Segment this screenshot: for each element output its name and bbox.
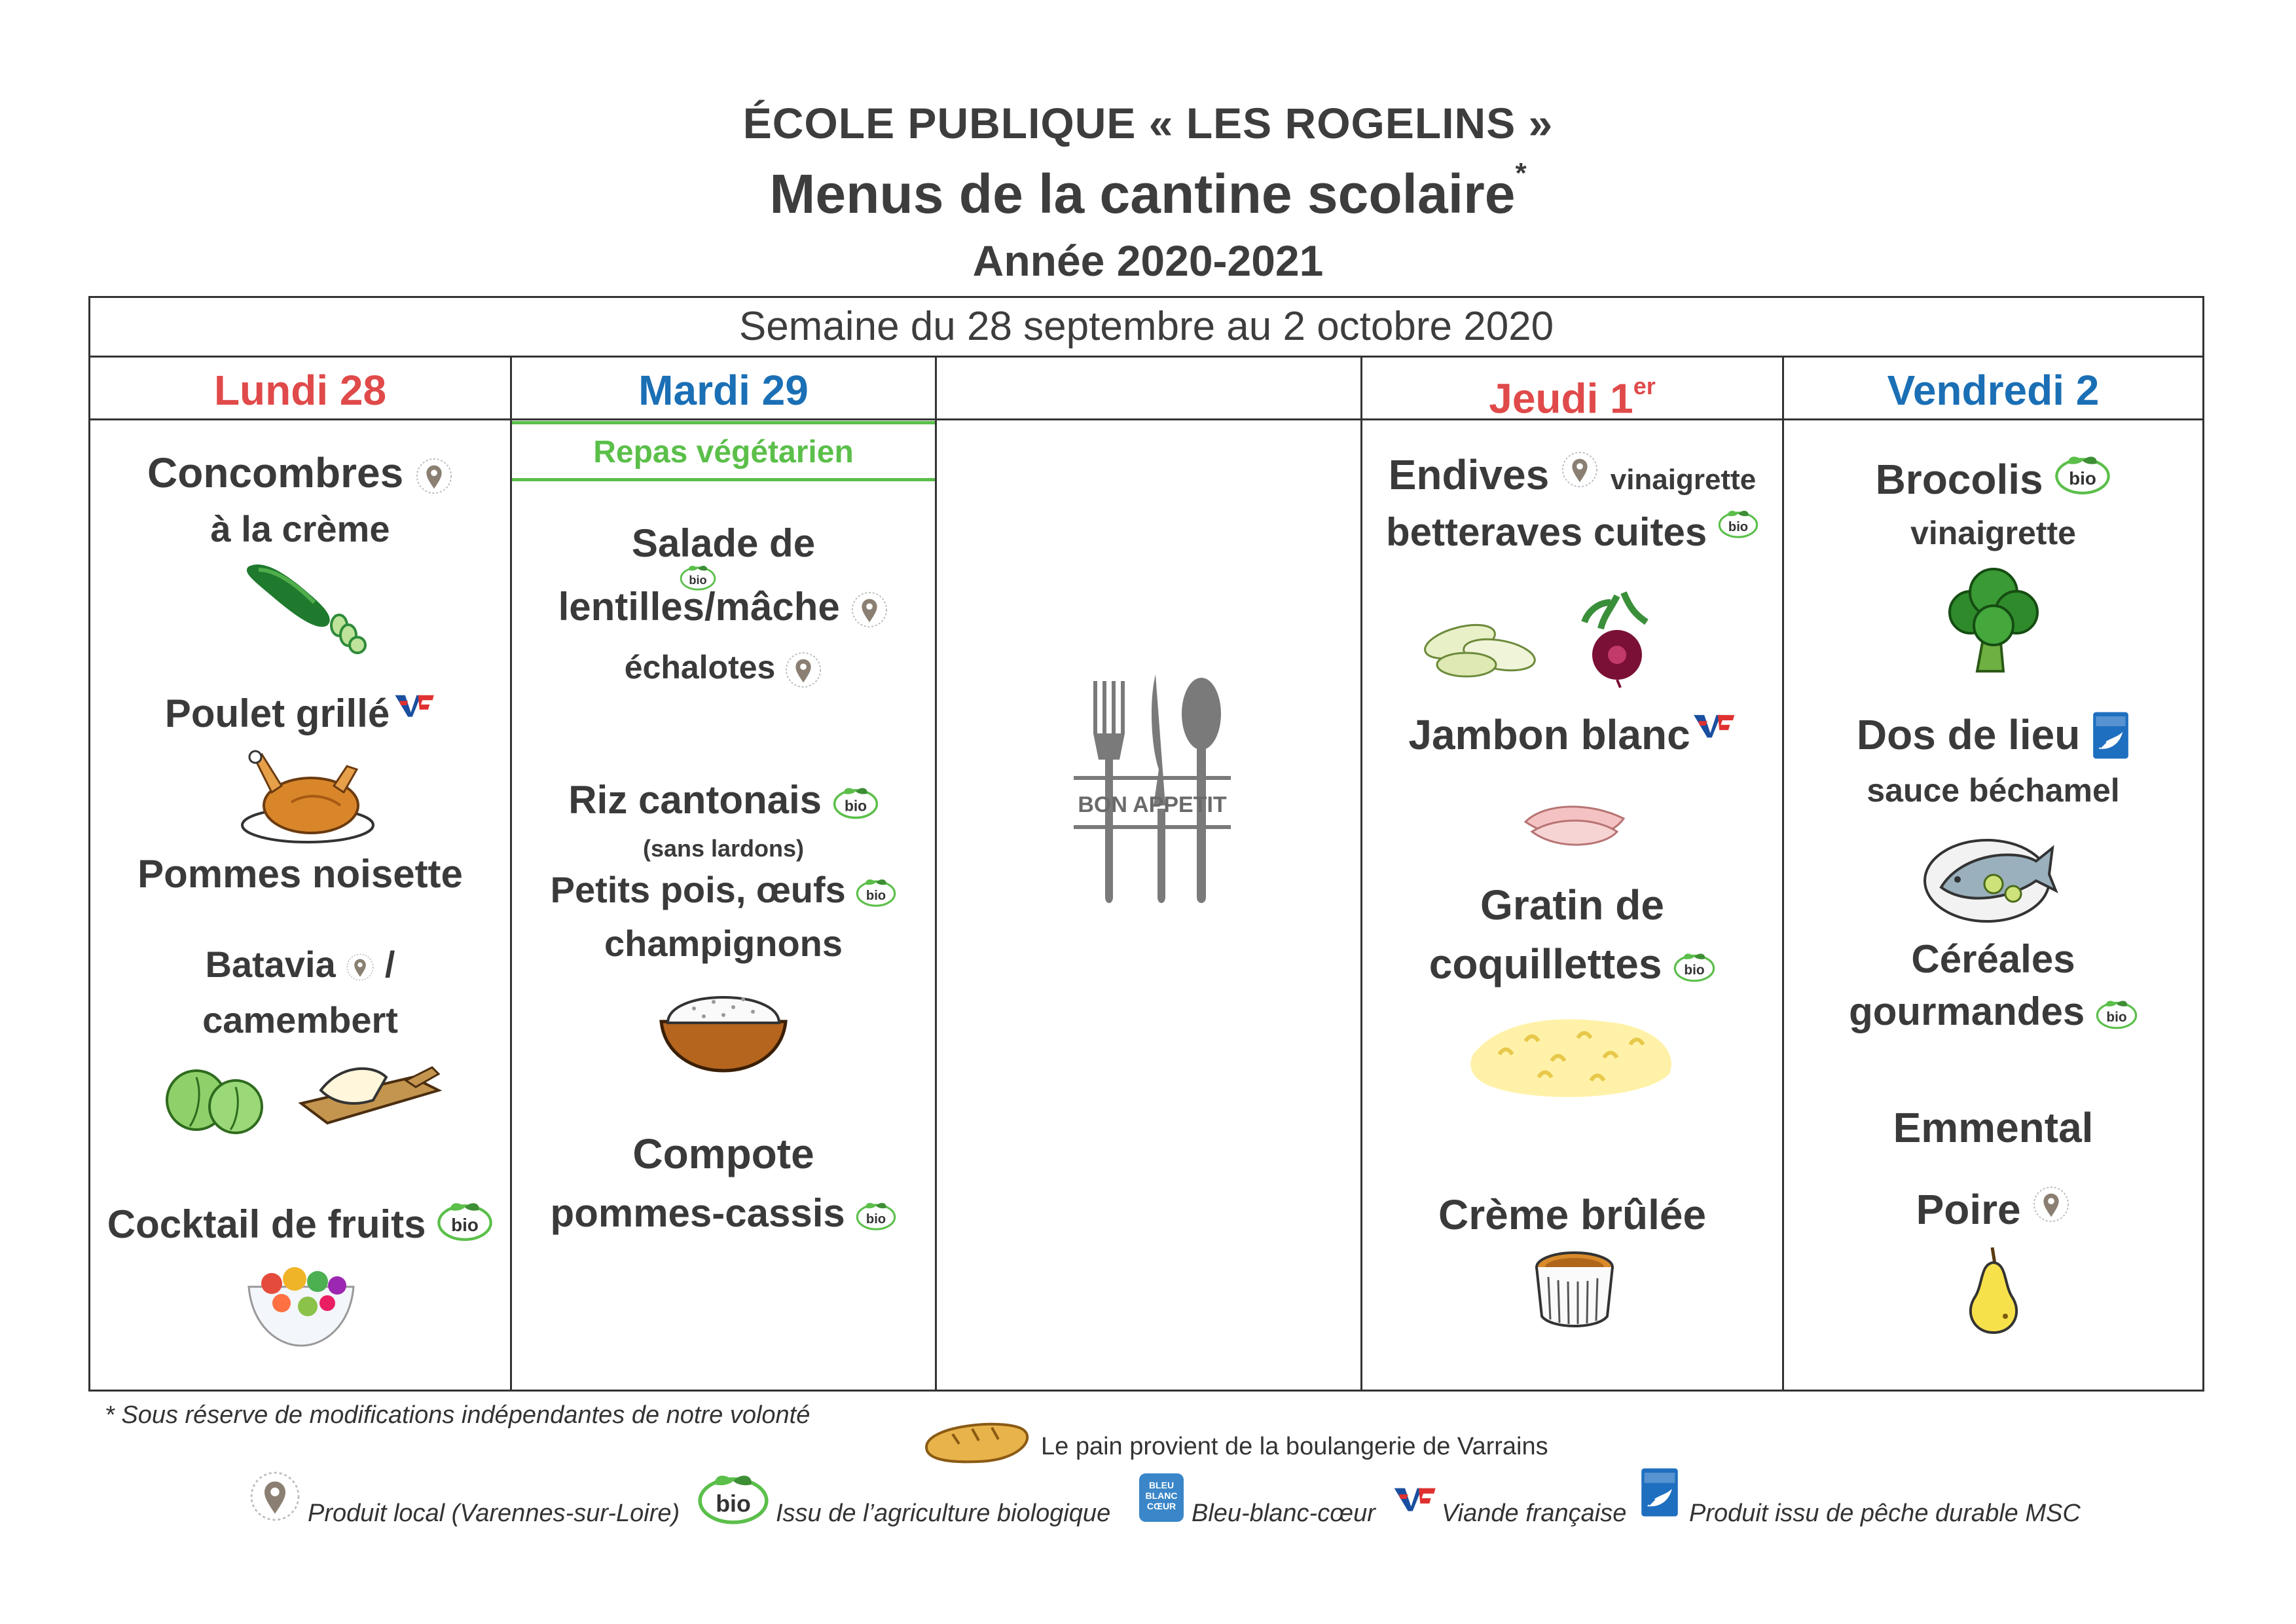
- bleu-blanc-coeur-icon-text: BLEU BLANC CŒUR: [1145, 1480, 1178, 1511]
- school-year: Année 2020-2021: [972, 236, 1324, 285]
- thursday-starter-2-label: betteraves cuites: [1386, 510, 1707, 554]
- page-title-text: Menus de la cantine scolaire: [769, 163, 1516, 225]
- tuesday-starter-3-label: échalotes: [624, 649, 776, 686]
- roast-chicken-icon: [236, 740, 380, 845]
- thursday-starter-dressing: vinaigrette: [1610, 464, 1757, 496]
- broccoli-icon: [1938, 563, 2049, 674]
- monday-salad: [90, 943, 510, 986]
- monday-starter-2: à la crème: [210, 508, 390, 549]
- tuesday-starter-2: [512, 584, 935, 629]
- french-meat-legend-icon: [1391, 1483, 1437, 1515]
- day-wednesday: [937, 358, 1360, 420]
- local-product-icon: [415, 457, 453, 495]
- thursday-side-2: [1362, 940, 1782, 988]
- fruit-salad-icon: [246, 1254, 357, 1352]
- day-monday: Lundi 28: [213, 367, 387, 414]
- msc-icon: [2092, 710, 2130, 760]
- friday-dessert: [1784, 1185, 2202, 1234]
- monday-starter-label: Concombres: [147, 449, 404, 496]
- organic-icon: [856, 1202, 896, 1230]
- tuesday-dessert: Compote: [632, 1130, 814, 1177]
- monday-salad-label: Batavia: [205, 944, 336, 985]
- friday-starter: [1784, 455, 2202, 504]
- creme-brulee-icon: [1532, 1244, 1617, 1336]
- column-divider: [1782, 358, 1784, 1392]
- organic-icon: [1718, 509, 1758, 538]
- tuesday-starter-2-label: lentilles/mâche: [558, 585, 840, 629]
- friday-main: [1784, 710, 2202, 760]
- legend-bleu-blanc-coeur: Bleu-blanc-cœur: [1192, 1500, 1376, 1527]
- week-banner: Semaine du 28 septembre au 2 octobre 2020: [88, 296, 2204, 358]
- day-friday: Vendredi 2: [1887, 367, 2100, 414]
- organic-legend-icon: [697, 1473, 769, 1524]
- local-product-icon: [1561, 451, 1599, 489]
- legend-viande-francaise: Viande française: [1442, 1500, 1627, 1527]
- thursday-main-label: Jambon blanc: [1408, 711, 1690, 758]
- monday-salad-separator: /: [384, 944, 395, 985]
- monday-dessert: [90, 1202, 510, 1247]
- friday-side-2-label: gourmandes: [1849, 989, 2085, 1033]
- tuesday-dessert-2: [512, 1190, 935, 1236]
- day-tuesday: Mardi 29: [638, 367, 809, 414]
- day-thursday: [1362, 358, 1782, 420]
- ham-icon: [1519, 789, 1630, 855]
- cucumber-icon: [242, 553, 373, 652]
- msc-legend-icon: [1640, 1467, 1679, 1518]
- monday-cheese: camembert: [202, 999, 398, 1041]
- tuesday-main-label: Riz cantonais: [568, 778, 822, 822]
- friday-main-2: sauce béchamel: [1867, 772, 2120, 809]
- disclaimer: * Sous réserve de modifications indépendantes de notre volonté: [105, 1401, 811, 1429]
- day-thursday-ordinal: er: [1633, 373, 1656, 399]
- bon-appetit-text: BON APPETIT: [1078, 792, 1227, 817]
- local-product-icon: [850, 591, 888, 629]
- friday-cheese: Emmental: [1893, 1104, 2094, 1151]
- thursday-dessert: Crème brûlée: [1438, 1191, 1707, 1238]
- tuesday-main: [512, 777, 935, 822]
- pear-icon: [1961, 1244, 2026, 1336]
- friday-dessert-label: Poire: [1916, 1186, 2021, 1233]
- vegetarian-banner-line-top: [512, 421, 935, 424]
- bread-note: Le pain provient de la boulangerie de Varrains: [1041, 1433, 1548, 1460]
- school-name: ÉCOLE PUBLIQUE « LES ROGELINS »: [742, 99, 1554, 147]
- legend-local: Produit local (Varennes-sur-Loire): [308, 1500, 680, 1527]
- page-title: [0, 157, 2296, 226]
- tuesday-main-3: champignons: [604, 923, 843, 964]
- legend-bio: Issu de l’agriculture biologique: [776, 1500, 1111, 1527]
- french-meat-icon: [1690, 710, 1736, 741]
- thursday-starter-2: [1362, 509, 1782, 555]
- thursday-side: Gratin de: [1480, 881, 1664, 929]
- local-product-icon: [784, 651, 822, 689]
- monday-side: Pommes noisette: [137, 852, 463, 896]
- tuesday-starter-3: [512, 648, 935, 689]
- pasta-icon: [1460, 1002, 1689, 1107]
- fish-plate-icon: [1922, 822, 2059, 927]
- lettuce-camembert-icon: [157, 1051, 445, 1136]
- thursday-main: [1362, 710, 1782, 759]
- friday-starter-2: vinaigrette: [1910, 515, 2076, 551]
- local-product-icon: [346, 953, 374, 982]
- title-footnote-mark: *: [1515, 157, 1527, 189]
- organic-icon: [856, 878, 896, 907]
- monday-main: [90, 691, 510, 736]
- vegetarian-banner-line-bottom: [512, 478, 935, 481]
- thursday-side-2-label: coquillettes: [1429, 940, 1662, 987]
- thursday-starter-label: Endives: [1388, 451, 1550, 498]
- tuesday-starter: Salade de: [631, 521, 816, 565]
- friday-side-2: [1784, 989, 2202, 1034]
- french-meat-icon: [392, 691, 435, 720]
- organic-icon: [2096, 999, 2138, 1029]
- organic-icon: [437, 1202, 493, 1241]
- endive-beetroot-icon: [1421, 583, 1696, 688]
- local-product-legend-icon: [249, 1470, 301, 1522]
- column-divider: [935, 358, 937, 1392]
- organic-icon: [833, 786, 879, 819]
- tuesday-main-2: [512, 868, 935, 911]
- day-thursday-label: Jeudi 1: [1489, 375, 1633, 422]
- tuesday-main-2-label: Petits pois, œufs: [550, 869, 846, 910]
- tuesday-main-note: (sans lardons): [642, 835, 805, 862]
- thursday-starter: [1362, 451, 1782, 499]
- bleu-blanc-coeur-icon: [1139, 1473, 1184, 1522]
- monday-starter: [90, 449, 510, 497]
- friday-side: Céréales: [1911, 937, 2075, 981]
- organic-icon: [1673, 952, 1715, 982]
- rice-bowl-icon: [655, 976, 792, 1074]
- friday-main-label: Dos de lieu: [1856, 711, 2081, 758]
- bread-icon: [920, 1414, 1031, 1467]
- monday-dessert-label: Cocktail de fruits: [107, 1202, 426, 1246]
- friday-starter-label: Brocolis: [1875, 456, 2043, 503]
- legend-msc: Produit issu de pêche durable MSC: [1689, 1500, 2081, 1527]
- vegetarian-banner: Repas végétarien: [593, 435, 854, 470]
- organic-icon: [2054, 455, 2111, 494]
- tuesday-dessert-2-label: pommes-cassis: [550, 1191, 845, 1235]
- bon-appetit-logo: [1074, 674, 1231, 910]
- local-product-icon: [2032, 1185, 2070, 1223]
- monday-main-label: Poulet grillé: [164, 692, 390, 735]
